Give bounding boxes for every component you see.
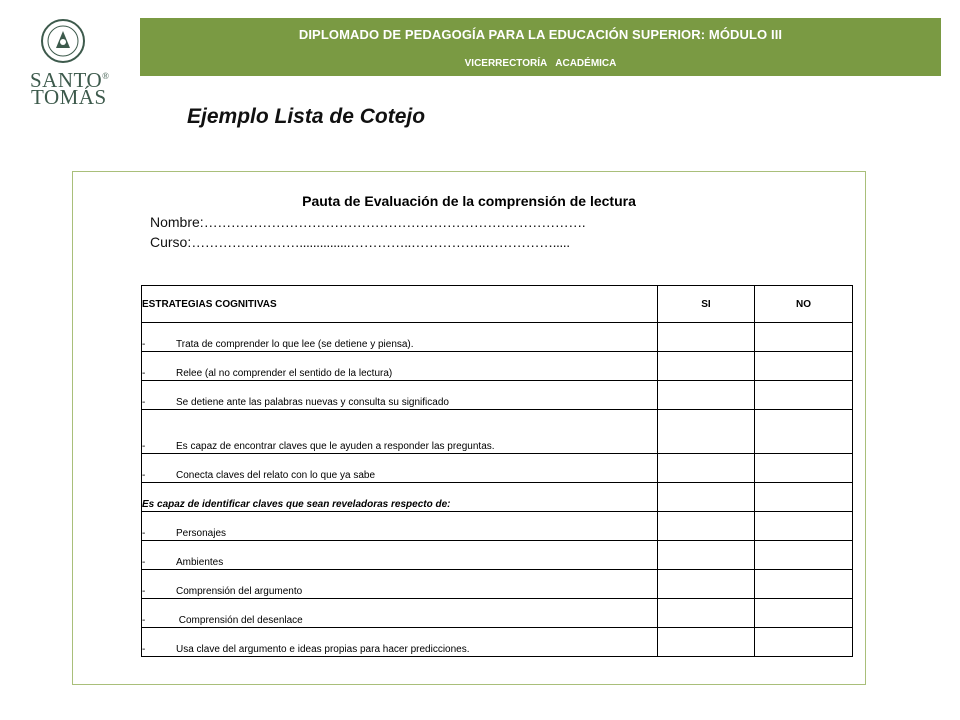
header-si: SI [658, 286, 755, 323]
si-cell[interactable] [658, 512, 755, 541]
logo-text-line1: SANTO® [30, 68, 110, 92]
row-label: - Trata de comprender lo que lee (se detiene y piensa). [142, 323, 658, 352]
curso-field[interactable] [150, 234, 570, 250]
table-row [142, 381, 853, 410]
no-cell[interactable] [755, 628, 853, 657]
slide-title: Ejemplo Lista de Cotejo [187, 105, 426, 128]
table-row [142, 410, 853, 454]
checklist-table [141, 285, 853, 657]
si-cell[interactable] [658, 483, 755, 512]
table-section-row [142, 483, 853, 512]
no-cell[interactable] [755, 352, 853, 381]
table-row [142, 352, 853, 381]
no-cell[interactable] [755, 410, 853, 454]
si-cell[interactable] [658, 628, 755, 657]
si-cell[interactable] [658, 599, 755, 628]
si-cell[interactable] [658, 323, 755, 352]
section-label: Es capaz de identificar claves que sean reveladoras respecto de: [142, 483, 658, 512]
table-row [142, 570, 853, 599]
header-no: NO [755, 286, 853, 323]
header-estrategias: ESTRATEGIAS COGNITIVAS [142, 286, 658, 323]
evaluation-form-frame [72, 171, 866, 685]
row-label: - Es capaz de encontrar claves que le ayuden a responder las preguntas. [142, 410, 658, 454]
row-label: - Comprensión del desenlace [142, 599, 658, 628]
no-cell[interactable] [755, 541, 853, 570]
logo-text-line2: TOMÁS [31, 85, 107, 109]
no-cell[interactable] [755, 323, 853, 352]
no-cell[interactable] [755, 483, 853, 512]
si-cell[interactable] [658, 541, 755, 570]
si-cell[interactable] [658, 352, 755, 381]
banner-title: DIPLOMADO DE PEDAGOGÍA PARA LA EDUCACIÓN SUPERIOR: MÓDULO III [298, 27, 783, 42]
si-cell[interactable] [658, 454, 755, 483]
no-cell[interactable] [755, 570, 853, 599]
no-cell[interactable] [755, 454, 853, 483]
si-cell[interactable] [658, 381, 755, 410]
row-label: - Se detiene ante las palabras nuevas y consulta su significado [142, 381, 658, 410]
curso-blank[interactable]: ……………………...............…………..……………..……………..... [191, 234, 570, 250]
form-title: Pauta de Evaluación de la comprensión de lectura [302, 193, 636, 209]
table-row [142, 628, 853, 657]
row-label: - Ambientes [142, 541, 658, 570]
university-seal-icon [40, 18, 86, 64]
curso-label: Curso: [150, 234, 192, 250]
table-row [142, 541, 853, 570]
table-row [142, 454, 853, 483]
si-cell[interactable] [658, 570, 755, 599]
nombre-field[interactable] [150, 214, 585, 230]
si-cell[interactable] [658, 410, 755, 454]
table-header-row [142, 286, 853, 323]
nombre-label: Nombre: [150, 214, 204, 230]
table-row [142, 512, 853, 541]
row-label: - Comprensión del argumento [142, 570, 658, 599]
row-label: - Relee (al no comprender el sentido de la lectura) [142, 352, 658, 381]
santo-tomas-logo [30, 18, 122, 108]
no-cell[interactable] [755, 381, 853, 410]
row-label: - Personajes [142, 512, 658, 541]
table-row [142, 323, 853, 352]
nombre-blank[interactable]: …………………………………………………………………………. [203, 214, 586, 230]
row-label: - Conecta claves del relato con lo que ya sabe [142, 454, 658, 483]
header-banner [140, 18, 941, 76]
banner-subtitle: VICERRECTORÍA ACADÉMICA [464, 58, 617, 69]
table-row [142, 599, 853, 628]
no-cell[interactable] [755, 599, 853, 628]
row-label: - Usa clave del argumento e ideas propias para hacer predicciones. [142, 628, 658, 657]
no-cell[interactable] [755, 512, 853, 541]
